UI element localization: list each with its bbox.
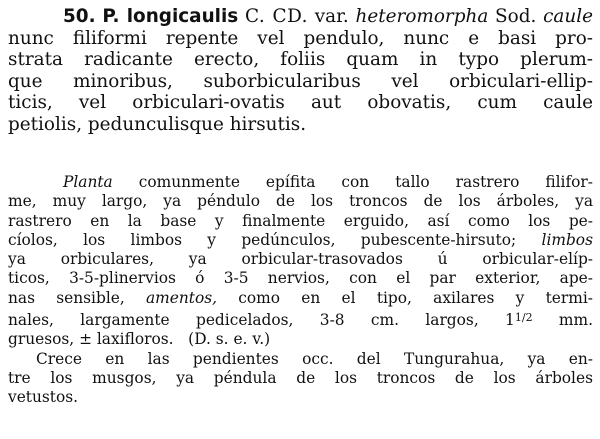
latin-line: que minoribus, suborbicularibus vel orbiculari-ellip- (8, 70, 593, 92)
spanish-line: ya orbiculares, ya orbicular-trasovados ú orbicular-elíp- (8, 250, 593, 269)
spanish-line-8 (8, 308, 593, 330)
spanish-description (8, 173, 593, 408)
variety-author: Sod. (495, 6, 537, 27)
spanish-text: comunmente epífita con tallo rastrero filifor- (138, 173, 593, 191)
planta-word: Planta (63, 173, 113, 191)
spanish-text: cíolos, los limbos y pedúnculos, pubescente-hirsuto; (8, 230, 517, 249)
spanish-line: Crece en las pendientes occ. del Tungurahua, ya en- (36, 349, 593, 368)
spanish-line-7 (8, 289, 593, 308)
species-number: 50. (63, 6, 96, 27)
limbos-word: limbos (541, 230, 593, 249)
spanish-line-1 (8, 173, 593, 192)
spanish-line: tre los musgos, ya péndula de los troncos de los árboles (8, 368, 593, 387)
spanish-text: como en el tipo, axilares y termi- (238, 288, 593, 307)
latin-line-1 (8, 6, 593, 28)
latin-line: nunc filiformi repente vel pendulo, nunc e basi pro- (8, 27, 593, 49)
fraction: 1/2 (514, 311, 533, 325)
variety-name: heteromorpha (355, 6, 489, 27)
spanish-line: gruesos, ± laxifloros. (D. s. e. v.) (8, 330, 271, 349)
latin-description (8, 6, 593, 136)
spanish-line: vetustos. (8, 388, 79, 407)
species-author: C. CD. (244, 6, 309, 27)
spanish-text: nales, largamente pedicelados, 3-8 cm. largos, 1 (8, 311, 515, 330)
amentos-word: amentos, (146, 288, 218, 307)
spanish-line: me, muy largo, ya péndulo de los troncos de los árboles, ya (8, 192, 593, 211)
spanish-text: nas sensible, (8, 288, 125, 307)
spanish-line-4 (8, 231, 593, 250)
latin-line: ticis, vel orbiculari-ovatis aut obovatis, cum caule (8, 92, 593, 114)
spanish-line: ticos, 3-5-plinervios ó 3-5 nervios, con el par exterior, ape- (8, 269, 593, 288)
species-name: P. longicaulis (102, 6, 239, 27)
latin-line: petiolis, pedunculisque hirsutis. (8, 113, 307, 135)
spanish-text: mm. (558, 311, 593, 330)
variety-abbrev: var. (314, 6, 349, 27)
latin-line: strata radicante erecto, foliis quam in typo plerum- (8, 49, 593, 71)
spanish-line: rastrero en la base y finalmente erguido, así como los pe- (8, 211, 593, 230)
caule-word: caule (543, 6, 593, 27)
